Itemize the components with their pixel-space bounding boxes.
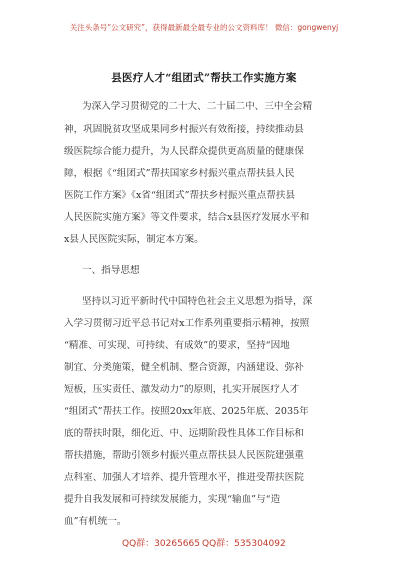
paragraph-line: x县人民医院实际，制定本方案。 <box>64 234 204 245</box>
paragraph-line: “精准、可实现、可持续、有成效”的要求，坚持“因地 <box>64 340 290 351</box>
document-title: 县医疗人才“组团式”帮扶工作实施方案 <box>111 72 297 84</box>
paragraph-line: 帮扶措施，帮助引领乡村振兴重点帮扶县人民医院建强重 <box>64 450 304 461</box>
header-notice: 关注头条号“公文研究”，获得最新最全最专业的公文资料库！ 微信：gongwenyj <box>69 23 339 32</box>
paragraph-line: 提升自我发展和可持续发展能力，实现“输血”与“造 <box>64 494 281 505</box>
paragraph-line: 点科室、加强人才培养、提升管理水平，推进受帮扶医院 <box>64 472 304 483</box>
paragraph-line: “组团式”帮扶工作。按照20xx年底、2025年底、2035年 <box>64 406 309 417</box>
paragraph-line: 底的帮扶时限，细化近、中、远期阶段性具体工作目标和 <box>64 428 304 439</box>
paragraph-line: 医院工作方案》《x省“组团式”帮扶乡村振兴重点帮扶县 <box>64 190 296 201</box>
paragraph-line: 制宜、分类施策，健全机制、整合资源，内涵建设、弥补 <box>64 362 304 373</box>
paragraph-line: 血”有机统一。 <box>64 516 127 527</box>
paragraph-line: 为深入学习贯彻党的二十大、二十届二中、三中全会精 <box>82 101 313 112</box>
paragraph-line: 神，巩固脱贫攻坚成果同乡村振兴有效衔接，持续推动县 <box>64 124 304 135</box>
paragraph-line: 人民医院实施方案》等文件要求，结合x县医疗发展水平和 <box>64 212 310 223</box>
paragraph-line: 障，根据《“组团式”帮扶国家乡村振兴重点帮扶县人民 <box>64 168 295 179</box>
footer-qq-group-1: QQ群：30265665 <box>122 539 200 549</box>
paragraph-line: 短板，压实责任、激发动力”的原则，扎实开展医疗人才 <box>64 384 300 395</box>
paragraph-line: 入学习贯彻习近平总书记对x工作系列重要指示精神，按照 <box>64 318 310 329</box>
footer-qq-group-2: QQ群：535304092 <box>202 539 286 549</box>
paragraph-line: 坚持以习近平新时代中国特色社会主义思想为指导，深 <box>82 296 313 307</box>
paragraph-line: 级医院综合能力提升，为人民群众提供更高质量的健康保 <box>64 146 304 157</box>
section-heading: 一、指导思想 <box>82 265 140 276</box>
